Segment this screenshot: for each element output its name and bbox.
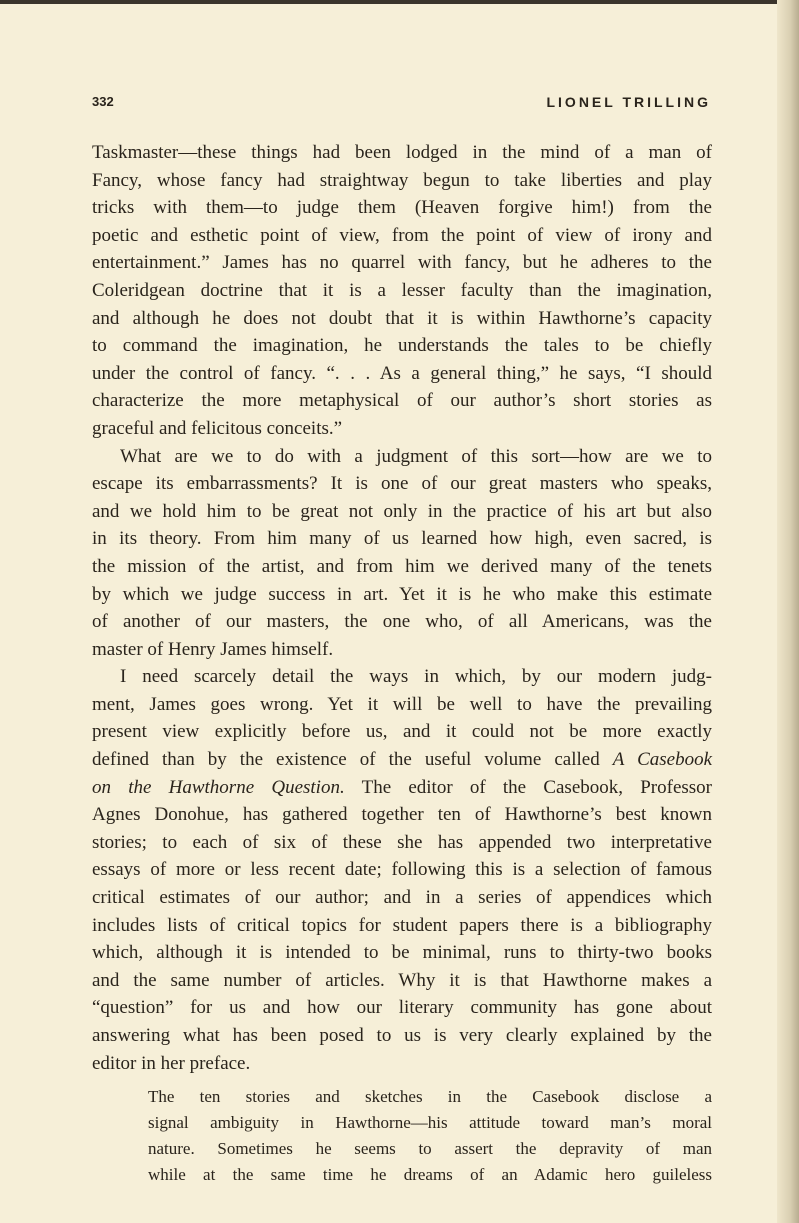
text-line: “question” for us and how our literary community has gone about xyxy=(92,997,712,1019)
text-line: characterize the more metaphysical of our author’s short stories as xyxy=(92,390,712,412)
quote-line: while at the same time he dreams of an Adamic hero guileless xyxy=(148,1165,712,1184)
text-line: essays of more or less recent date; following this is a selection of famous xyxy=(92,859,712,881)
text-line: under the control of fancy. “. . . As a general thing,” he says, “I should xyxy=(92,362,712,384)
text-line: Coleridgean doctrine that it is a lesser faculty than the imagination, xyxy=(92,279,712,301)
text-line: I need scarcely detail the ways in which, by our modern judg- xyxy=(120,666,712,688)
text-line: Taskmaster—these things had been lodged in the mind of a man of xyxy=(92,142,712,163)
quote-line: The ten stories and sketches in the Casebook disclose a xyxy=(148,1087,712,1106)
text-line: entertainment.” James has no quarrel with fancy, but he adheres to the xyxy=(92,252,712,274)
book-title: A Casebook xyxy=(612,749,712,771)
text-line: defined than by the existence of the useful volume called A Casebook xyxy=(92,749,712,771)
page-number: 332 xyxy=(92,94,114,109)
text-line: and we hold him to be great not only in the practice of his art but also xyxy=(92,500,712,522)
book-title: on the Hawthorne Question. xyxy=(92,776,345,798)
text-line: tricks with them—to judge them (Heaven forgive him!) from the xyxy=(92,197,712,219)
text-line: critical estimates of our author; and in a series of appendices which xyxy=(92,887,712,909)
text-line: includes lists of critical topics for student papers there is a bibliography xyxy=(92,914,712,936)
text-line: to command the imagination, he understands the tales to be chiefly xyxy=(92,335,712,357)
text-line: and the same number of articles. Why it is that Hawthorne makes a xyxy=(92,969,712,991)
quote-line: nature. Sometimes he seems to assert the depravity of man xyxy=(148,1139,712,1158)
text-line: escape its embarrassments? It is one of our great masters who speaks, xyxy=(92,473,712,495)
running-head: LIONEL TRILLING xyxy=(546,94,711,110)
text-line: graceful and felicitous conceits.” xyxy=(92,417,343,439)
text-line: of another of our masters, the one who, of all Americans, was the xyxy=(92,611,712,633)
text-line: on the Hawthorne Question. The editor of the Casebook, Professor xyxy=(92,776,712,798)
text-line: the mission of the artist, and from him we derived many of the tenets xyxy=(92,555,712,577)
text-line: answering what has been posed to us is very clearly explained by the xyxy=(92,1025,712,1046)
text-line: in its theory. From him many of us learned how high, even sacred, is xyxy=(92,528,712,550)
paragraph xyxy=(92,443,712,664)
text-line: editor in her preface. xyxy=(92,1052,251,1074)
text-line: ment, James goes wrong. Yet it will be well to have the prevailing xyxy=(92,693,712,715)
text-line: which, although it is intended to be minimal, runs to thirty-two books xyxy=(92,942,712,964)
text-line: present view explicitly before us, and it could not be more exactly xyxy=(92,721,712,743)
quote-line: signal ambiguity in Hawthorne—his attitude toward man’s moral xyxy=(148,1113,712,1132)
text-line: Agnes Donohue, has gathered together ten of Hawthorne’s best known xyxy=(92,804,712,826)
page-top-edge xyxy=(0,0,799,4)
book-spine-edge xyxy=(777,0,799,1223)
text-line: What are we to do with a judgment of this sort—how are we to xyxy=(120,445,712,467)
block-quote xyxy=(148,1084,712,1188)
text-line: poetic and esthetic point of view, from the point of view of irony and xyxy=(92,224,712,246)
body-text xyxy=(92,139,712,1077)
text-line: Fancy, whose fancy had straightway begun to take liberties and play xyxy=(92,169,712,191)
text-line: master of Henry James himself. xyxy=(92,638,334,660)
text-line: by which we judge success in art. Yet it is he who make this estimate xyxy=(92,583,712,605)
text-line: and although he does not doubt that it is within Hawthorne’s capacity xyxy=(92,307,712,329)
text-line: stories; to each of six of these she has appended two interpretative xyxy=(92,831,712,853)
paragraph xyxy=(92,663,712,1077)
paragraph xyxy=(92,139,712,443)
